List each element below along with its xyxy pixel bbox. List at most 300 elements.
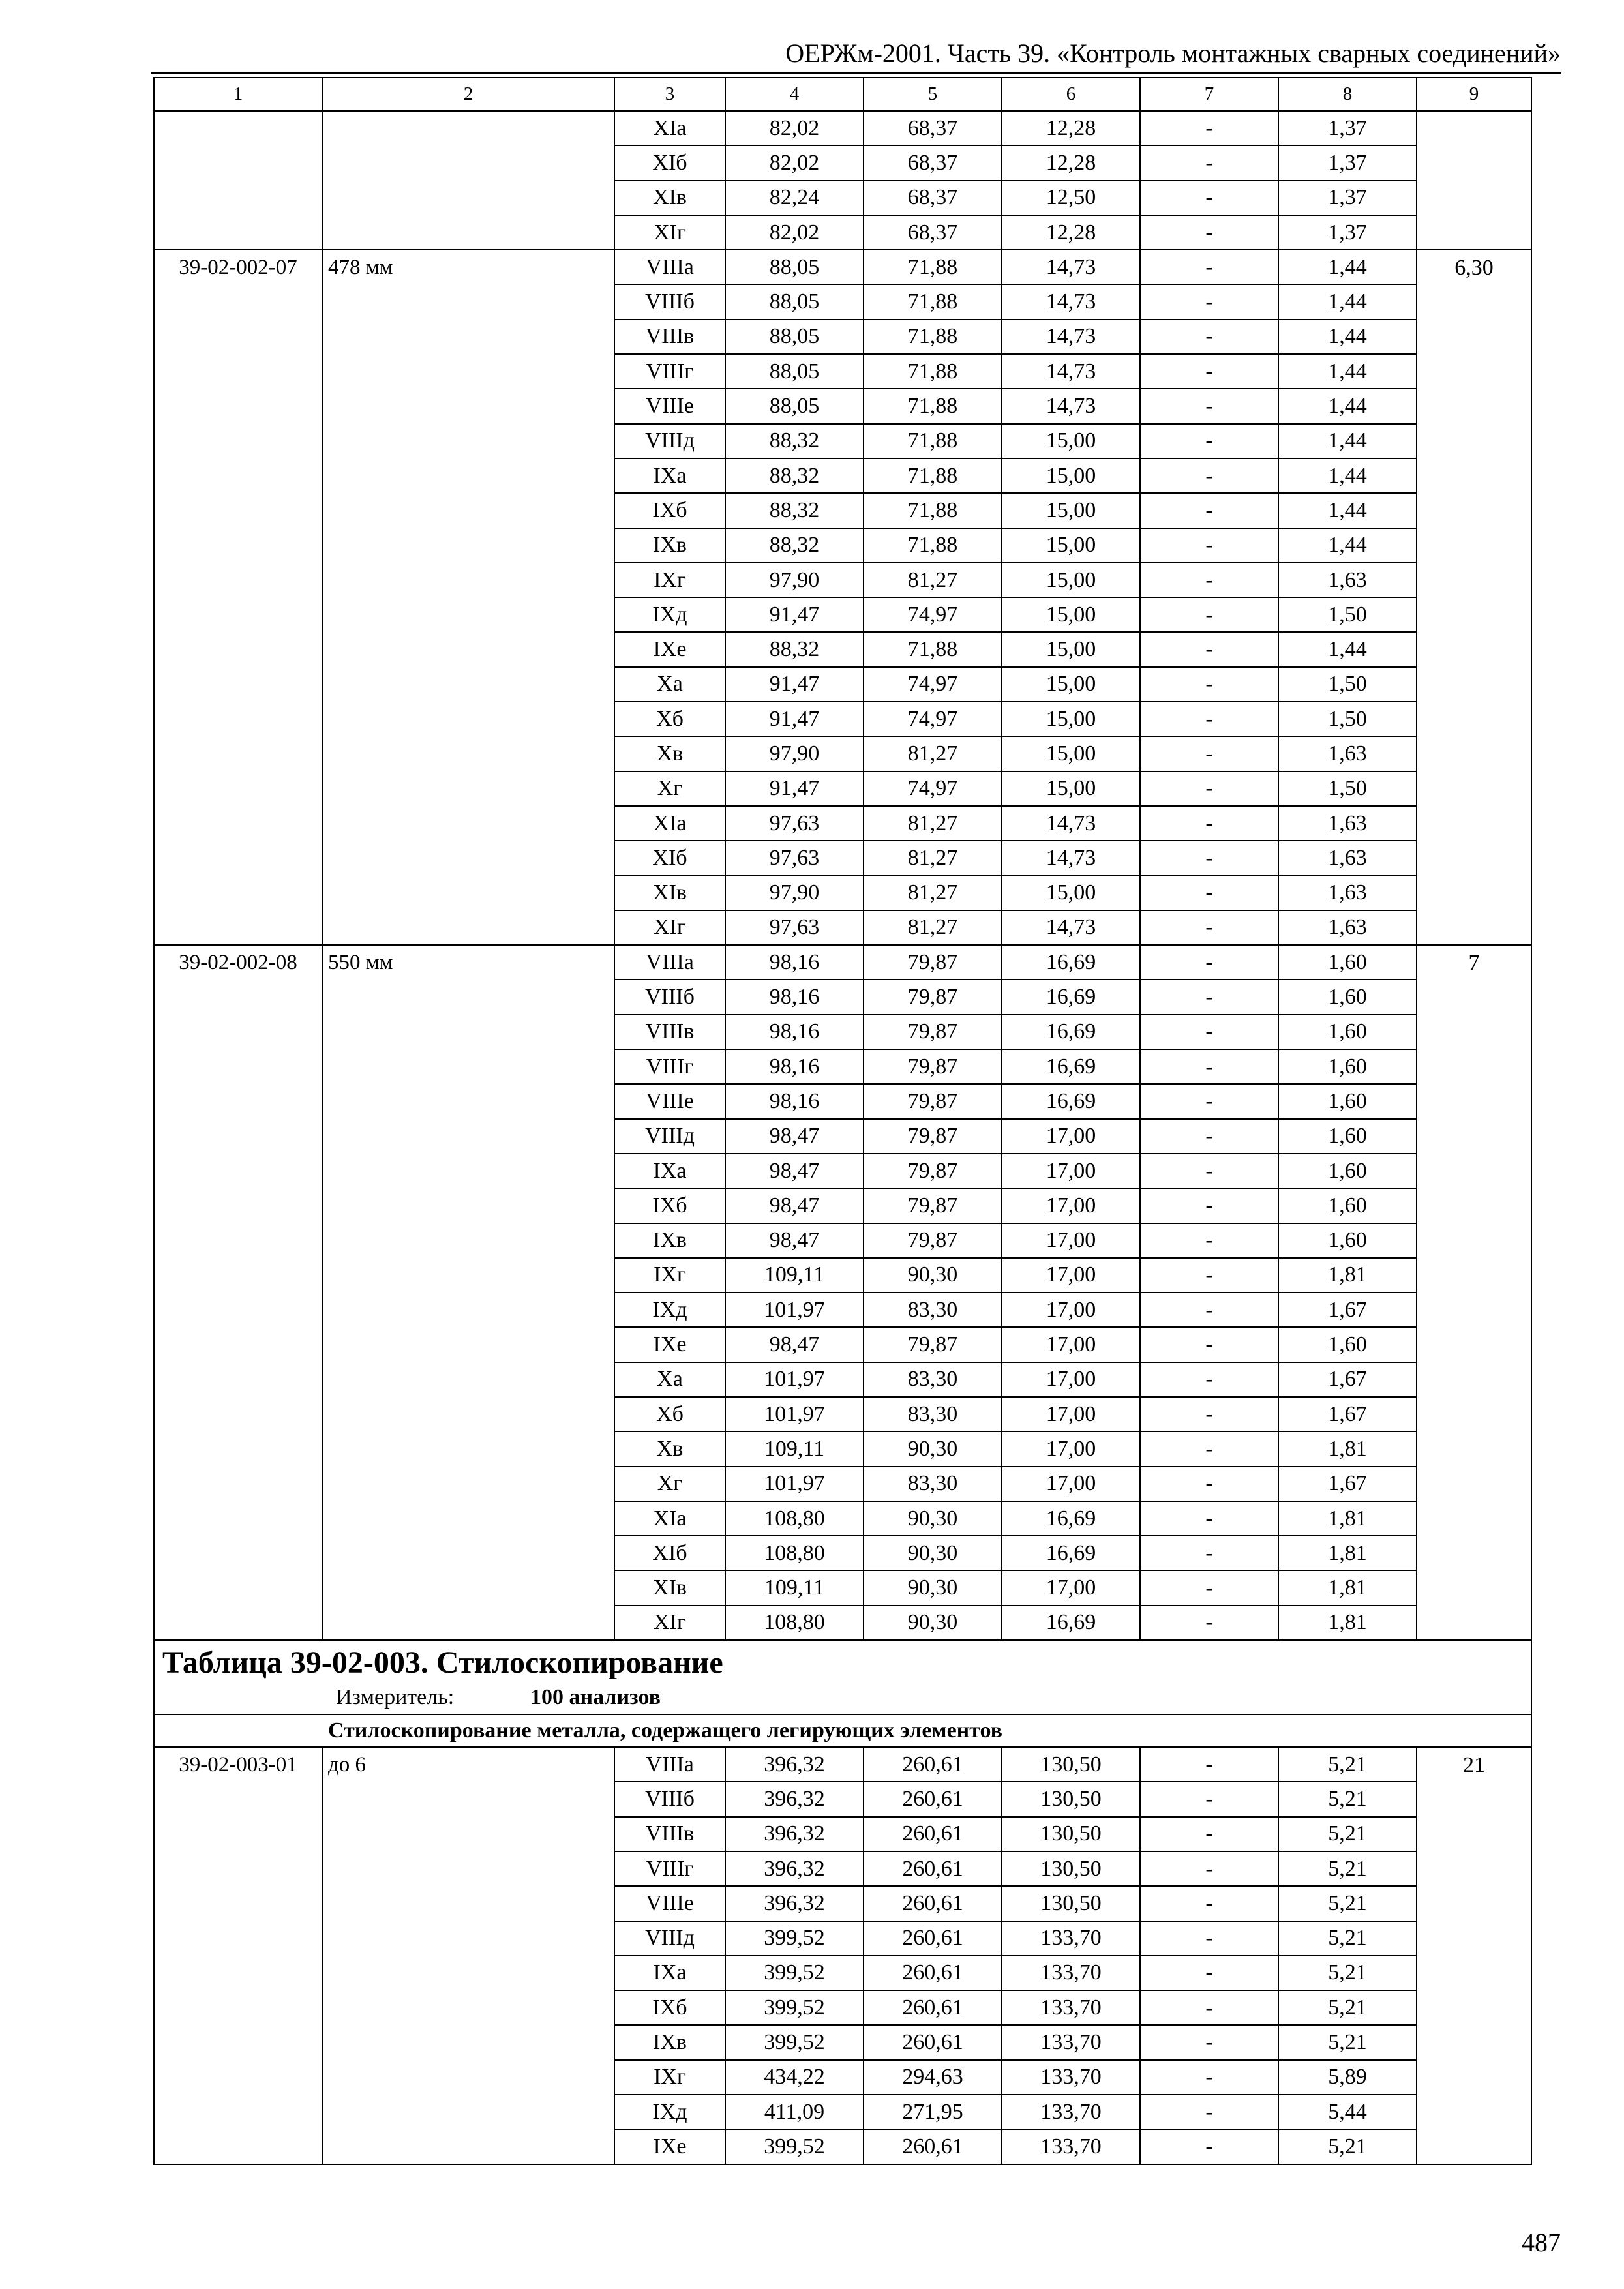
labor-hours-cell: 1,81 bbox=[1278, 1606, 1417, 1640]
materials-cell: - bbox=[1140, 528, 1278, 563]
machine-costs-cell: 17,00 bbox=[1002, 1188, 1140, 1223]
zone-category-cell: Xг bbox=[614, 771, 725, 806]
wages-cell: 74,97 bbox=[864, 702, 1002, 736]
machine-costs-cell: 16,69 bbox=[1002, 1049, 1140, 1084]
materials-cell: - bbox=[1140, 424, 1278, 458]
column-number: 9 bbox=[1417, 78, 1531, 111]
machine-costs-cell: 14,73 bbox=[1002, 250, 1140, 284]
direct-costs-cell: 98,16 bbox=[725, 945, 864, 980]
wages-cell: 68,37 bbox=[864, 215, 1002, 250]
machine-costs-cell: 14,73 bbox=[1002, 389, 1140, 423]
direct-costs-cell: 98,16 bbox=[725, 1015, 864, 1049]
labor-hours-cell: 5,44 bbox=[1278, 2095, 1417, 2129]
direct-costs-cell: 97,90 bbox=[725, 876, 864, 910]
wages-cell: 68,37 bbox=[864, 145, 1002, 180]
labor-hours-cell: 1,60 bbox=[1278, 1223, 1417, 1258]
wages-cell: 71,88 bbox=[864, 354, 1002, 389]
labor-hours-cell: 1,81 bbox=[1278, 1536, 1417, 1570]
zone-category-cell: VIIIб bbox=[614, 1782, 725, 1816]
machine-costs-cell: 17,00 bbox=[1002, 1327, 1140, 1362]
zone-category-cell: Xа bbox=[614, 1362, 725, 1397]
machine-costs-cell: 17,00 bbox=[1002, 1223, 1140, 1258]
wages-cell: 74,97 bbox=[864, 667, 1002, 702]
labor-hours-cell: 1,37 bbox=[1278, 145, 1417, 180]
zone-category-cell: VIIIе bbox=[614, 1886, 725, 1921]
labor-hours-cell: 1,60 bbox=[1278, 1154, 1417, 1188]
wages-cell: 271,95 bbox=[864, 2095, 1002, 2129]
zone-category-cell: IXа bbox=[614, 458, 725, 493]
machine-costs-cell: 15,00 bbox=[1002, 563, 1140, 597]
wages-cell: 83,30 bbox=[864, 1293, 1002, 1327]
direct-costs-cell: 91,47 bbox=[725, 771, 864, 806]
materials-cell: - bbox=[1140, 1606, 1278, 1640]
direct-costs-cell: 98,16 bbox=[725, 1084, 864, 1118]
direct-costs-cell: 88,05 bbox=[725, 389, 864, 423]
direct-costs-cell: 97,63 bbox=[725, 841, 864, 875]
wages-cell: 71,88 bbox=[864, 493, 1002, 528]
machine-costs-cell: 16,69 bbox=[1002, 1084, 1140, 1118]
wages-cell: 79,87 bbox=[864, 1327, 1002, 1362]
labor-hours-cell: 5,21 bbox=[1278, 1817, 1417, 1851]
zone-category-cell: Xб bbox=[614, 1397, 725, 1431]
direct-costs-cell: 88,05 bbox=[725, 250, 864, 284]
wages-cell: 74,97 bbox=[864, 597, 1002, 632]
wages-cell: 260,61 bbox=[864, 1782, 1002, 1816]
materials-cell: - bbox=[1140, 980, 1278, 1014]
zone-category-cell: Xв bbox=[614, 1431, 725, 1466]
zone-category-cell: XIб bbox=[614, 1536, 725, 1570]
direct-costs-cell: 82,24 bbox=[725, 181, 864, 215]
direct-costs-cell: 91,47 bbox=[725, 667, 864, 702]
wages-cell: 79,87 bbox=[864, 1015, 1002, 1049]
direct-costs-cell: 98,47 bbox=[725, 1188, 864, 1223]
wages-cell: 260,61 bbox=[864, 1990, 1002, 2025]
zone-category-cell: IXд bbox=[614, 1293, 725, 1327]
direct-costs-cell: 101,97 bbox=[725, 1397, 864, 1431]
direct-costs-cell: 396,32 bbox=[725, 1817, 864, 1851]
machine-costs-cell: 130,50 bbox=[1002, 1747, 1140, 1782]
zone-category-cell: VIIIб bbox=[614, 980, 725, 1014]
zone-category-cell: VIIIв bbox=[614, 1015, 725, 1049]
machine-costs-cell: 15,00 bbox=[1002, 876, 1140, 910]
labor-hours-cell: 1,37 bbox=[1278, 181, 1417, 215]
direct-costs-cell: 88,32 bbox=[725, 528, 864, 563]
direct-costs-cell: 82,02 bbox=[725, 145, 864, 180]
materials-cell: - bbox=[1140, 1851, 1278, 1886]
direct-costs-cell: 97,63 bbox=[725, 910, 864, 945]
machine-costs-cell: 15,00 bbox=[1002, 702, 1140, 736]
direct-costs-cell: 98,16 bbox=[725, 980, 864, 1014]
machine-costs-cell: 17,00 bbox=[1002, 1397, 1140, 1431]
labor-hours-cell: 1,81 bbox=[1278, 1570, 1417, 1605]
materials-cell: - bbox=[1140, 771, 1278, 806]
machine-costs-cell: 14,73 bbox=[1002, 806, 1140, 841]
machine-costs-cell: 15,00 bbox=[1002, 493, 1140, 528]
machine-costs-cell: 130,50 bbox=[1002, 1851, 1140, 1886]
labor-hours-cell: 1,67 bbox=[1278, 1467, 1417, 1501]
wages-cell: 74,97 bbox=[864, 771, 1002, 806]
materials-cell: - bbox=[1140, 1886, 1278, 1921]
machine-costs-cell: 17,00 bbox=[1002, 1570, 1140, 1605]
labor-hours-cell: 1,60 bbox=[1278, 1188, 1417, 1223]
direct-costs-cell: 88,05 bbox=[725, 320, 864, 354]
page-header-title: ОЕРЖм-2001. Часть 39. «Контроль монтажных сварных соединений» bbox=[785, 38, 1561, 68]
wages-cell: 79,87 bbox=[864, 1049, 1002, 1084]
machine-costs-cell: 14,73 bbox=[1002, 354, 1140, 389]
machine-costs-cell: 16,69 bbox=[1002, 1501, 1140, 1536]
column-number: 3 bbox=[614, 78, 725, 111]
machine-costs-cell: 15,00 bbox=[1002, 528, 1140, 563]
labor-hours-cell: 1,63 bbox=[1278, 910, 1417, 945]
zone-category-cell: XIв bbox=[614, 181, 725, 215]
rate-total: 6,30 bbox=[1417, 250, 1531, 945]
rates-table-body bbox=[154, 78, 1531, 2164]
rate-description: 478 мм bbox=[322, 250, 614, 945]
wages-cell: 81,27 bbox=[864, 563, 1002, 597]
wages-cell: 71,88 bbox=[864, 320, 1002, 354]
zone-category-cell: XIа bbox=[614, 111, 725, 145]
machine-costs-cell: 14,73 bbox=[1002, 910, 1140, 945]
materials-cell: - bbox=[1140, 1536, 1278, 1570]
machine-costs-cell: 133,70 bbox=[1002, 2060, 1140, 2095]
rate-description: до 6 bbox=[322, 1747, 614, 2164]
machine-costs-cell: 15,00 bbox=[1002, 667, 1140, 702]
labor-hours-cell: 5,21 bbox=[1278, 2129, 1417, 2164]
machine-costs-cell: 17,00 bbox=[1002, 1467, 1140, 1501]
zone-category-cell: Xа bbox=[614, 667, 725, 702]
labor-hours-cell: 1,67 bbox=[1278, 1397, 1417, 1431]
meter-label: Измеритель: bbox=[336, 1685, 455, 1710]
direct-costs-cell: 434,22 bbox=[725, 2060, 864, 2095]
materials-cell: - bbox=[1140, 667, 1278, 702]
zone-category-cell: XIг bbox=[614, 1606, 725, 1640]
wages-cell: 90,30 bbox=[864, 1606, 1002, 1640]
zone-category-cell: IXв bbox=[614, 2025, 725, 2059]
direct-costs-cell: 98,47 bbox=[725, 1119, 864, 1154]
direct-costs-cell: 399,52 bbox=[725, 1990, 864, 2025]
wages-cell: 79,87 bbox=[864, 980, 1002, 1014]
direct-costs-cell: 101,97 bbox=[725, 1467, 864, 1501]
labor-hours-cell: 1,50 bbox=[1278, 667, 1417, 702]
zone-category-cell: IXе bbox=[614, 632, 725, 666]
materials-cell: - bbox=[1140, 111, 1278, 145]
labor-hours-cell: 1,44 bbox=[1278, 250, 1417, 284]
labor-hours-cell: 1,67 bbox=[1278, 1362, 1417, 1397]
machine-costs-cell: 15,00 bbox=[1002, 771, 1140, 806]
machine-costs-cell: 133,70 bbox=[1002, 1990, 1140, 2025]
wages-cell: 79,87 bbox=[864, 1188, 1002, 1223]
labor-hours-cell: 1,60 bbox=[1278, 1119, 1417, 1154]
materials-cell: - bbox=[1140, 1154, 1278, 1188]
machine-costs-cell: 12,50 bbox=[1002, 181, 1140, 215]
materials-cell: - bbox=[1140, 2060, 1278, 2095]
machine-costs-cell: 16,69 bbox=[1002, 980, 1140, 1014]
wages-cell: 71,88 bbox=[864, 632, 1002, 666]
zone-category-cell: XIб bbox=[614, 841, 725, 875]
materials-cell: - bbox=[1140, 1990, 1278, 2025]
rate-code: 39-02-003-01 bbox=[154, 1747, 322, 2164]
machine-costs-cell: 15,00 bbox=[1002, 458, 1140, 493]
zone-category-cell: VIIIг bbox=[614, 1049, 725, 1084]
materials-cell: - bbox=[1140, 145, 1278, 180]
direct-costs-cell: 91,47 bbox=[725, 597, 864, 632]
direct-costs-cell: 108,80 bbox=[725, 1501, 864, 1536]
labor-hours-cell: 1,44 bbox=[1278, 458, 1417, 493]
materials-cell: - bbox=[1140, 1119, 1278, 1154]
direct-costs-cell: 98,47 bbox=[725, 1223, 864, 1258]
labor-hours-cell: 1,63 bbox=[1278, 806, 1417, 841]
machine-costs-cell: 14,73 bbox=[1002, 320, 1140, 354]
direct-costs-cell: 399,52 bbox=[725, 1921, 864, 1956]
rate-description: 550 мм bbox=[322, 945, 614, 1640]
direct-costs-cell: 101,97 bbox=[725, 1293, 864, 1327]
labor-hours-cell: 1,63 bbox=[1278, 841, 1417, 875]
wages-cell: 83,30 bbox=[864, 1397, 1002, 1431]
column-number: 8 bbox=[1278, 78, 1417, 111]
zone-category-cell: VIIIд bbox=[614, 424, 725, 458]
machine-costs-cell: 12,28 bbox=[1002, 145, 1140, 180]
materials-cell: - bbox=[1140, 2129, 1278, 2164]
wages-cell: 260,61 bbox=[864, 1921, 1002, 1956]
labor-hours-cell: 1,44 bbox=[1278, 493, 1417, 528]
labor-hours-cell: 5,21 bbox=[1278, 1851, 1417, 1886]
subsection-row bbox=[154, 1714, 1531, 1747]
wages-cell: 81,27 bbox=[864, 841, 1002, 875]
machine-costs-cell: 15,00 bbox=[1002, 597, 1140, 632]
wages-cell: 71,88 bbox=[864, 389, 1002, 423]
materials-cell: - bbox=[1140, 1570, 1278, 1605]
wages-cell: 90,30 bbox=[864, 1501, 1002, 1536]
labor-hours-cell: 1,44 bbox=[1278, 632, 1417, 666]
machine-costs-cell: 17,00 bbox=[1002, 1154, 1140, 1188]
labor-hours-cell: 5,21 bbox=[1278, 2025, 1417, 2059]
direct-costs-cell: 109,11 bbox=[725, 1258, 864, 1293]
labor-hours-cell: 1,44 bbox=[1278, 424, 1417, 458]
zone-category-cell: VIIIд bbox=[614, 1119, 725, 1154]
rate-total bbox=[1417, 111, 1531, 250]
materials-cell: - bbox=[1140, 1327, 1278, 1362]
direct-costs-cell: 97,63 bbox=[725, 806, 864, 841]
direct-costs-cell: 101,97 bbox=[725, 1362, 864, 1397]
materials-cell: - bbox=[1140, 1747, 1278, 1782]
direct-costs-cell: 88,32 bbox=[725, 632, 864, 666]
wages-cell: 79,87 bbox=[864, 945, 1002, 980]
labor-hours-cell: 1,81 bbox=[1278, 1431, 1417, 1466]
wages-cell: 260,61 bbox=[864, 1851, 1002, 1886]
materials-cell: - bbox=[1140, 1084, 1278, 1118]
wages-cell: 71,88 bbox=[864, 250, 1002, 284]
zone-category-cell: IXб bbox=[614, 1990, 725, 2025]
materials-cell: - bbox=[1140, 1501, 1278, 1536]
labor-hours-cell: 1,63 bbox=[1278, 563, 1417, 597]
wages-cell: 90,30 bbox=[864, 1431, 1002, 1466]
direct-costs-cell: 88,32 bbox=[725, 493, 864, 528]
materials-cell: - bbox=[1140, 702, 1278, 736]
labor-hours-cell: 5,21 bbox=[1278, 1990, 1417, 2025]
column-number: 2 bbox=[322, 78, 614, 111]
wages-cell: 81,27 bbox=[864, 736, 1002, 771]
labor-hours-cell: 1,44 bbox=[1278, 284, 1417, 319]
materials-cell: - bbox=[1140, 841, 1278, 875]
labor-hours-cell: 1,44 bbox=[1278, 320, 1417, 354]
machine-costs-cell: 17,00 bbox=[1002, 1293, 1140, 1327]
table-row bbox=[154, 250, 1531, 284]
machine-costs-cell: 133,70 bbox=[1002, 2025, 1140, 2059]
zone-category-cell: XIв bbox=[614, 1570, 725, 1605]
materials-cell: - bbox=[1140, 597, 1278, 632]
materials-cell: - bbox=[1140, 876, 1278, 910]
zone-category-cell: XIг bbox=[614, 215, 725, 250]
materials-cell: - bbox=[1140, 1223, 1278, 1258]
materials-cell: - bbox=[1140, 493, 1278, 528]
zone-category-cell: IXб bbox=[614, 1188, 725, 1223]
materials-cell: - bbox=[1140, 1258, 1278, 1293]
direct-costs-cell: 88,05 bbox=[725, 284, 864, 319]
zone-category-cell: IXе bbox=[614, 2129, 725, 2164]
zone-category-cell: VIIIг bbox=[614, 1851, 725, 1886]
labor-hours-cell: 1,50 bbox=[1278, 702, 1417, 736]
machine-costs-cell: 130,50 bbox=[1002, 1817, 1140, 1851]
materials-cell: - bbox=[1140, 910, 1278, 945]
zone-category-cell: XIа bbox=[614, 806, 725, 841]
labor-hours-cell: 1,63 bbox=[1278, 876, 1417, 910]
machine-costs-cell: 15,00 bbox=[1002, 424, 1140, 458]
direct-costs-cell: 97,90 bbox=[725, 563, 864, 597]
column-number: 1 bbox=[154, 78, 322, 111]
zone-category-cell: VIIIг bbox=[614, 354, 725, 389]
header-rule bbox=[151, 72, 1561, 74]
wages-cell: 79,87 bbox=[864, 1223, 1002, 1258]
zone-category-cell: Xб bbox=[614, 702, 725, 736]
wages-cell: 260,61 bbox=[864, 1817, 1002, 1851]
machine-costs-cell: 133,70 bbox=[1002, 2129, 1140, 2164]
machine-costs-cell: 16,69 bbox=[1002, 1606, 1140, 1640]
direct-costs-cell: 396,32 bbox=[725, 1782, 864, 1816]
materials-cell: - bbox=[1140, 806, 1278, 841]
materials-cell: - bbox=[1140, 458, 1278, 493]
direct-costs-cell: 396,32 bbox=[725, 1747, 864, 1782]
meter-row bbox=[336, 1686, 1523, 1709]
wages-cell: 260,61 bbox=[864, 2129, 1002, 2164]
wages-cell: 71,88 bbox=[864, 424, 1002, 458]
rate-total: 7 bbox=[1417, 945, 1531, 1640]
wages-cell: 90,30 bbox=[864, 1536, 1002, 1570]
materials-cell: - bbox=[1140, 250, 1278, 284]
column-number: 5 bbox=[864, 78, 1002, 111]
labor-hours-cell: 1,60 bbox=[1278, 980, 1417, 1014]
materials-cell: - bbox=[1140, 632, 1278, 666]
labor-hours-cell: 1,60 bbox=[1278, 1327, 1417, 1362]
materials-cell: - bbox=[1140, 563, 1278, 597]
rate-code: 39-02-002-07 bbox=[154, 250, 322, 945]
page-number: 487 bbox=[1522, 2228, 1561, 2257]
section-title: Таблица 39-02-003. Стилоскопирование bbox=[162, 1645, 723, 1681]
direct-costs-cell: 88,05 bbox=[725, 354, 864, 389]
machine-costs-cell: 16,69 bbox=[1002, 945, 1140, 980]
machine-costs-cell: 130,50 bbox=[1002, 1886, 1140, 1921]
labor-hours-cell: 5,21 bbox=[1278, 1886, 1417, 1921]
zone-category-cell: IXа bbox=[614, 1956, 725, 1990]
machine-costs-cell: 16,69 bbox=[1002, 1536, 1140, 1570]
labor-hours-cell: 1,50 bbox=[1278, 771, 1417, 806]
labor-hours-cell: 1,44 bbox=[1278, 528, 1417, 563]
zone-category-cell: VIIIе bbox=[614, 389, 725, 423]
materials-cell: - bbox=[1140, 2025, 1278, 2059]
wages-cell: 68,37 bbox=[864, 181, 1002, 215]
wages-cell: 81,27 bbox=[864, 806, 1002, 841]
materials-cell: - bbox=[1140, 945, 1278, 980]
table-row bbox=[154, 945, 1531, 980]
zone-category-cell: IXа bbox=[614, 1154, 725, 1188]
direct-costs-cell: 396,32 bbox=[725, 1886, 864, 1921]
subsection-title: Стилоскопирование металла, содержащего легирующих элементов bbox=[154, 1714, 1531, 1747]
zone-category-cell: XIв bbox=[614, 876, 725, 910]
section-header-row bbox=[154, 1640, 1531, 1714]
table-row bbox=[154, 1747, 1531, 1782]
zone-category-cell: IXд bbox=[614, 2095, 725, 2129]
zone-category-cell: XIг bbox=[614, 910, 725, 945]
materials-cell: - bbox=[1140, 1817, 1278, 1851]
column-number-row bbox=[154, 78, 1531, 111]
labor-hours-cell: 1,44 bbox=[1278, 389, 1417, 423]
labor-hours-cell: 1,60 bbox=[1278, 1049, 1417, 1084]
wages-cell: 79,87 bbox=[864, 1084, 1002, 1118]
labor-hours-cell: 1,37 bbox=[1278, 111, 1417, 145]
machine-costs-cell: 15,00 bbox=[1002, 736, 1140, 771]
zone-category-cell: IXг bbox=[614, 563, 725, 597]
zone-category-cell: VIIIд bbox=[614, 1921, 725, 1956]
labor-hours-cell: 5,21 bbox=[1278, 1782, 1417, 1816]
wages-cell: 71,88 bbox=[864, 458, 1002, 493]
column-number: 6 bbox=[1002, 78, 1140, 111]
wages-cell: 260,61 bbox=[864, 1886, 1002, 1921]
machine-costs-cell: 133,70 bbox=[1002, 1921, 1140, 1956]
materials-cell: - bbox=[1140, 1467, 1278, 1501]
rates-table bbox=[153, 77, 1532, 2165]
materials-cell: - bbox=[1140, 284, 1278, 319]
direct-costs-cell: 411,09 bbox=[725, 2095, 864, 2129]
labor-hours-cell: 1,81 bbox=[1278, 1258, 1417, 1293]
labor-hours-cell: 1,37 bbox=[1278, 215, 1417, 250]
labor-hours-cell: 1,63 bbox=[1278, 736, 1417, 771]
zone-category-cell: VIIIе bbox=[614, 1084, 725, 1118]
direct-costs-cell: 82,02 bbox=[725, 111, 864, 145]
materials-cell: - bbox=[1140, 1049, 1278, 1084]
wages-cell: 71,88 bbox=[864, 528, 1002, 563]
direct-costs-cell: 108,80 bbox=[725, 1536, 864, 1570]
zone-category-cell: Xг bbox=[614, 1467, 725, 1501]
rate-code bbox=[154, 111, 322, 250]
wages-cell: 68,37 bbox=[864, 111, 1002, 145]
materials-cell: - bbox=[1140, 1397, 1278, 1431]
direct-costs-cell: 109,11 bbox=[725, 1570, 864, 1605]
zone-category-cell: VIIIв bbox=[614, 320, 725, 354]
column-number: 7 bbox=[1140, 78, 1278, 111]
direct-costs-cell: 108,80 bbox=[725, 1606, 864, 1640]
machine-costs-cell: 12,28 bbox=[1002, 111, 1140, 145]
direct-costs-cell: 98,47 bbox=[725, 1327, 864, 1362]
rate-total: 21 bbox=[1417, 1747, 1531, 2164]
wages-cell: 260,61 bbox=[864, 2025, 1002, 2059]
direct-costs-cell: 91,47 bbox=[725, 702, 864, 736]
machine-costs-cell: 133,70 bbox=[1002, 2095, 1140, 2129]
wages-cell: 81,27 bbox=[864, 910, 1002, 945]
rate-code: 39-02-002-08 bbox=[154, 945, 322, 1640]
zone-category-cell: VIIIб bbox=[614, 284, 725, 319]
labor-hours-cell: 5,21 bbox=[1278, 1956, 1417, 1990]
labor-hours-cell: 5,21 bbox=[1278, 1921, 1417, 1956]
zone-category-cell: IXг bbox=[614, 2060, 725, 2095]
